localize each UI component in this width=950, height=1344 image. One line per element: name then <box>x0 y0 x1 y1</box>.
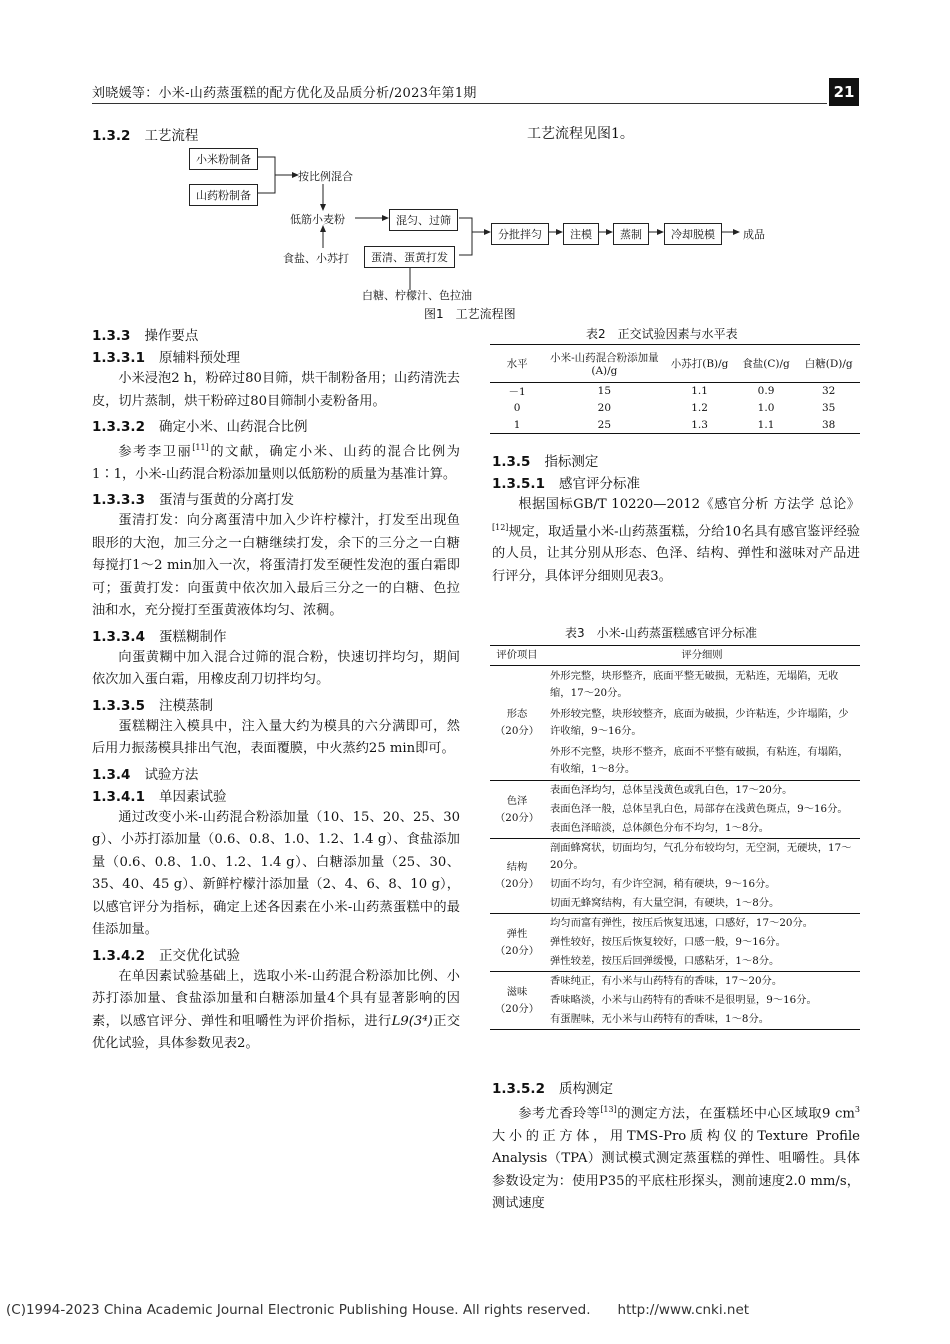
section-heading-1-3-3-5: 1.3.3.5 注模蒸制 <box>92 697 213 714</box>
table-row: 弹性较差，按压后回弹缓慢，口感粘牙，1～8分。 <box>490 952 860 972</box>
flow-label-sugar-lemon-oil: 白糖、柠檬汁、色拉油 <box>362 289 472 302</box>
arrowhead <box>733 229 740 235</box>
arrowhead <box>382 215 389 221</box>
table3-header-row <box>490 646 860 666</box>
table3-item-cell: 色泽 （20分） <box>490 781 544 839</box>
arrowhead <box>320 204 326 211</box>
flow-connectors <box>0 0 950 320</box>
table3-caption: 表3 小米-山药蒸蛋糕感官评分标准 <box>565 626 757 640</box>
section-heading-1-3-5-1: 1.3.5.1 感官评分标准 <box>492 476 640 492</box>
table3 <box>490 645 860 1030</box>
section-heading-1-3-4-2: 1.3.4.2 正交优化试验 <box>92 947 240 964</box>
table-header: 水平 <box>506 358 528 370</box>
flow-box-batch-mix: 分批拌匀 <box>491 223 549 245</box>
section-heading-1-3-3-3: 1.3.3.3 蛋清与蛋黄的分离打发 <box>92 492 294 509</box>
table3-item-cell: 形态 （20分） <box>490 666 544 781</box>
paragraph-1-3-5-1: 根据国标GB/T 10220—2012《感官分析 方法学 总论》[12]规定，取适量小米-山药蒸蛋糕，分给10名具有感官鉴评经验的人员，让其分别从形态、色泽、结构、弹性和滋味对产品进行评分，具体评分细则见表3。 <box>492 497 860 584</box>
table-row: 香味略淡，小米与山药特有的香味不是很明显，9～16分。 <box>550 994 817 1006</box>
section-heading-1-3-5: 1.3.5 指标测定 <box>492 454 599 470</box>
section-heading-1-3-3-4: 1.3.3.4 蛋糕糊制作 <box>92 628 227 645</box>
arrowhead <box>657 229 664 235</box>
table-header: 食盐(C)/g <box>742 358 790 370</box>
paragraph-1-3-5-2: 参考尤香玲等[13]的测定方法，在蛋糕坯中心区域取9 $cm^3$大小的正方体，用TMS-Pro质构仪的Texture Profile Analysis（TPA）测试模式测定蒸蛋糕的弹性、咀嚼性。具体参数设定为：使用P35的平底柱形探头，测前速度2.0 mm/s，测试速度 <box>492 1105 861 1212</box>
table-header: 白糖(D)/g <box>804 358 853 370</box>
arrowhead <box>606 229 613 235</box>
table2-header-row <box>490 345 860 383</box>
flow-label-salt-soda: 食盐、小苏打 <box>283 252 349 265</box>
section-heading-1-3-2: 1.3.2 工艺流程 <box>92 128 199 144</box>
table-row: 切面无蜂窝结构，有大量空洞，有硬块，1～8分。 <box>490 894 860 914</box>
flow-label-ratio-mix: 按比例混合 <box>298 170 353 183</box>
right-column-lower <box>492 1077 860 1216</box>
table-row: 弹性较好，按压后恢复较好，口感一般，9～16分。 <box>550 936 786 948</box>
paragraph-1-3-3-4: 向蛋黄糊中加入混合过筛的混合粉，快速切拌均匀，期间依次加入蛋白霜，用橡皮刮刀切拌均匀。 <box>92 649 460 688</box>
section-heading-1-3-4-1: 1.3.4.1 单因素试验 <box>92 788 227 805</box>
arrowhead <box>556 229 563 235</box>
table-row: 结构 （20分） 剖面蜂窝状，切面均匀，气孔分布较均匀，无空洞，无硬块，17～20分。 <box>490 839 860 876</box>
paragraph-1-3-3-5: 蛋糕糊注入模具中，注入量大约为模具的六分满即可，然后用力振荡模具排出气泡，表面覆膜，中火蒸约25 min即可。 <box>92 718 460 757</box>
paragraph-1-3-4-1: 通过改变小米-山药混合粉添加量（10、15、20、25、30 g）、小苏打添加量（0.6、0.8、1.0、1.2、1.4 g）、食盐添加量（0.6、0.8、1.0、1.2、1.4 g）、白糖添加量（25、30、35、40、45 g）、新鲜柠檬汁添加量（2、4、6、8、10 g），以感官评分为指标，确定上述各因素在小米-山药蒸蛋糕中的最佳添加量。 <box>92 809 460 938</box>
table-row: 有蛋腥味，无小米与山药特有的香味，1～8分。 <box>490 1010 860 1030</box>
section-heading-1-3-5-2: 1.3.5.2 质构测定 <box>492 1081 613 1097</box>
flow-box-mold: 注模 <box>563 223 599 245</box>
figure-caption: 图1 工艺流程图 <box>424 307 516 321</box>
flow-box-yam-powder: 山药粉制备 <box>189 184 258 206</box>
flow-label-flour: 低筋小麦粉 <box>290 213 345 226</box>
page-number: 21 <box>829 78 859 106</box>
arrowhead <box>484 229 491 235</box>
flow-label-product: 成品 <box>743 228 765 241</box>
flow-box-millet-powder: 小米粉制备 <box>189 148 258 170</box>
connector-bracket <box>459 218 472 255</box>
table-row: 外形较完整，块形较整齐，底面为破损，少许粘连，少许塌陷，少许收缩，9～16分。 <box>550 708 849 737</box>
paragraph-1-3-3-2: 参考李卫丽[11]的文献，确定小米、山药的混合比例为1∶1，小米-山药混合粉添加量则以低筋粉的质量为基准计算。 <box>92 443 460 482</box>
table-row: 色泽 （20分） 表面色泽均匀，总体呈浅黄色或乳白色，17～20分。 <box>490 781 860 801</box>
right-column-upper <box>492 450 860 588</box>
table-row: 表面色泽一般，总体呈乳白色，局部存在浅黄色斑点，9～16分。 <box>550 803 848 815</box>
flow-box-mix-sieve: 混匀、过筛 <box>389 209 458 231</box>
connector-bracket <box>257 157 275 193</box>
table2-caption: 表2 正交试验因素与水平表 <box>586 327 738 341</box>
table-row: 0 20 1.2 1.0 35 <box>513 402 836 414</box>
table-header: 小米-山药混合粉添加量(A)/g <box>550 352 659 377</box>
paragraph-1-3-4-2: 在单因素试验基础上，选取小米-山药混合粉添加比例、小苏打添加量、食盐添加量和白糖添加量4个具有显著影响的因素，以感官评分、弹性和咀嚼性为评价指标，进行L9(3⁴)正交优化试验，具体参数见表2。 <box>92 968 461 1052</box>
paragraph-1-3-3-1: 小米浸泡2 h，粉碎过80目筛，烘干制粉备用；山药清洗去皮，切片蒸制，烘干粉碎过80目筛制小麦粉备用。 <box>92 371 460 409</box>
table-row: 滋味 （20分） 香味纯正，有小米与山药特有的香味，17～20分。 <box>490 972 860 992</box>
table-header: 小苏打(B)/g <box>670 358 729 370</box>
section-heading-1-3-3-1: 1.3.3.1 原辅料预处理 <box>92 350 240 366</box>
flow-box-steam: 蒸制 <box>613 223 649 245</box>
table-row: 表面色泽暗淡，总体颜色分布不均匀，1～8分。 <box>490 819 860 839</box>
table3-item-cell: 滋味 （20分） <box>490 972 544 1030</box>
section-text-1-3-2: 工艺流程见图1。 <box>527 126 634 142</box>
flow-box-cool-demold: 冷却脱模 <box>664 223 722 245</box>
table-row: 外形不完整，块形不整齐，底面不平整有破损，有粘连，有塌陷，有收缩，1～8分。 <box>490 742 860 781</box>
section-heading-1-3-3-2: 1.3.3.2 确定小米、山药混合比例 <box>92 419 308 435</box>
left-column <box>92 324 460 1056</box>
section-heading-1-3-4: 1.3.4 试验方法 <box>92 766 199 783</box>
running-header: 刘晓媛等：小米-山药蒸蛋糕的配方优化及品质分析/2023年第1期 <box>92 86 477 101</box>
table-row: 切面不均匀，有少许空洞，稍有硬块，9～16分。 <box>550 878 776 890</box>
table-row: 1 25 1.3 1.1 38 <box>490 417 860 434</box>
flow-box-egg-whip: 蛋清、蛋黄打发 <box>364 246 455 268</box>
table-row: 形态 （20分） 外形完整，块形整齐，底面平整无破损，无粘连，无塌陷，无收缩，17～20分。 <box>490 666 860 705</box>
copyright-footer: (C)1994-2023 China Academic Journal Electronic Publishing House. All rights reserved. http://www.cnki.net <box>6 1302 750 1318</box>
table2 <box>490 344 860 434</box>
table-row: 弹性 （20分） 均匀而富有弹性，按压后恢复迅速，口感好，17～20分。 <box>490 914 860 934</box>
table-header: 评分细则 <box>681 649 723 661</box>
section-heading-1-3-3: 1.3.3 操作要点 <box>92 328 199 344</box>
table-header: 评价项目 <box>496 649 538 661</box>
table3-item-cell: 弹性 （20分） <box>490 914 544 972</box>
table-row: －1 15 1.1 0.9 32 <box>508 385 836 398</box>
table3-item-cell: 结构 （20分） <box>490 839 544 914</box>
paragraph-1-3-3-3: 蛋清打发：向分离蛋清中加入少许柠檬汁，打发至出现鱼眼形的大泡，加三分之一白糖继续打发，余下的三分之一白糖每搅打1～2 min加入一次，将蛋清打发至硬性发泡的蛋白霜即可；蛋黄打发：向蛋黄中依次加入最后三分之一的白糖、色拉油和水，充分搅打至蛋黄液体均匀、浓稠。 <box>92 513 460 619</box>
